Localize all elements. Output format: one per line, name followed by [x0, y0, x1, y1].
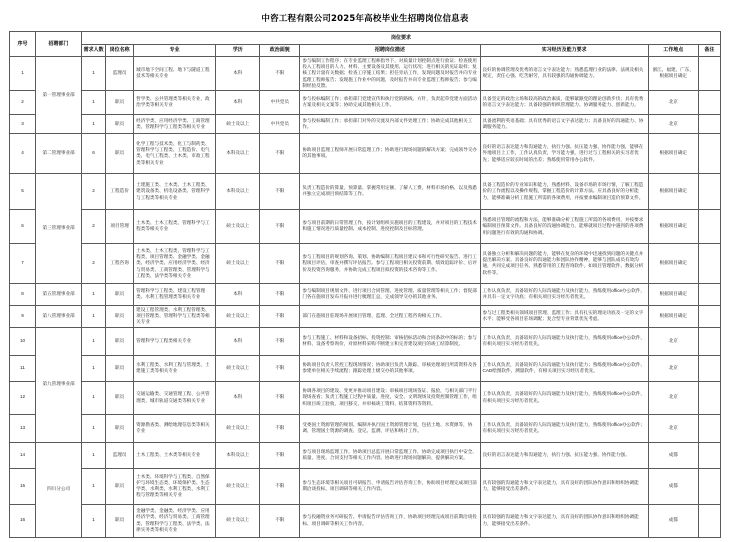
cell-seq: 1	[10, 57, 36, 91]
table-row	[10, 90, 721, 114]
cell-count: 1	[82, 305, 106, 327]
cell-major: 城市地下空间工程、地下与隧道工程技术等相关专业	[134, 57, 216, 91]
cell-requirements: 工作认真负责，具备较好的人际沟通能力及执行能力，熟练使用office办公软件，并具有一定文字功底；有相关项目实习经历者优先。	[480, 283, 648, 305]
cell-location: 北京	[648, 381, 698, 414]
col-header-note: 备注	[698, 45, 720, 57]
cell-note	[698, 243, 720, 283]
cell-location: 北京	[648, 327, 698, 355]
cell-location: 北京	[648, 355, 698, 381]
cell-count: 2	[82, 173, 106, 209]
cell-department: 第八管理事业部	[36, 305, 82, 327]
cell-count: 1	[82, 90, 106, 114]
table-row	[10, 414, 721, 442]
cell-location: 根据项目确定	[648, 305, 698, 327]
col-header-department: 招聘部门	[36, 32, 82, 57]
cell-degree: 硕士及以上	[216, 355, 260, 381]
cell-count: 1	[82, 114, 106, 133]
cell-degree: 硕士及以上	[216, 114, 260, 133]
cell-position: 职员	[106, 381, 134, 414]
cell-location: 北京	[648, 90, 698, 114]
cell-political: 不限	[260, 327, 300, 355]
cell-major: 土木类、土木工程类、管理科学与工程类等相关专业	[134, 209, 216, 243]
cell-seq: 6	[10, 209, 36, 243]
cell-major: 土木类、环境科学与工程类、自然保护与环境生态类、环境保护类、生态学类、水利类、水利工程类、水利工程与管理类等相关专业	[134, 468, 216, 504]
cell-degree: 硕士及以上	[216, 414, 260, 442]
cell-count: 1	[82, 355, 106, 381]
cell-position: 职员	[106, 90, 134, 114]
cell-degree: 硕士及以上	[216, 243, 260, 283]
cell-political: 不限	[260, 209, 300, 243]
col-header-location: 工作地点	[648, 45, 698, 57]
table-body	[10, 57, 721, 538]
cell-description: 负责工程造价的算量、预算量、掌握常用定额、了解人工费、材料市场价格、以及熟悉并独立完成项目预结算等工作。	[300, 173, 480, 209]
table-row	[10, 57, 721, 91]
cell-political: 不限	[260, 504, 300, 537]
cell-seq: 2	[10, 90, 36, 114]
cell-requirements: 具备流利的英语基础；具有优秀的语言文字表达能力；具备良好的沟通能力、协调服务能力。	[480, 114, 648, 133]
cell-position: 职员	[106, 283, 134, 305]
col-header-degree: 学历	[216, 45, 260, 57]
cell-degree: 本科	[216, 57, 260, 91]
cell-requirements: 具备坚定的政治立场和较高的政治素质，能够紧跟党的理论创新步伐；具有优秀的语言文字表达能力；具备较强的组织管理能力、协调服务能力、创新能力。	[480, 90, 648, 114]
cell-count: 1	[82, 504, 106, 537]
cell-description: 参与生态环境等相关项目可研报告、申请报告评估咨询工作，协助项目经理完成项目前期洽谈投标、项目调研等相关工作内容。	[300, 468, 480, 504]
cell-political: 不限	[260, 243, 300, 283]
cell-degree: 硕士及以上	[216, 504, 260, 537]
col-header-count: 需求人数	[82, 45, 106, 57]
cell-position: 职员	[106, 133, 134, 173]
cell-major: 经济学类、应用经济学类、工商管理类、管理科学与工程类等相关专业	[134, 114, 216, 133]
table-row	[10, 468, 721, 504]
cell-count: 1	[82, 468, 106, 504]
table-row	[10, 381, 721, 414]
table-row	[10, 327, 721, 355]
cell-location: 成都	[648, 442, 698, 468]
cell-note	[698, 305, 720, 327]
cell-major: 建设工程管理类、水利工程管理类、项目管理类、管理科学与工程类等相关专业	[134, 305, 216, 327]
cell-seq: 14	[10, 442, 36, 468]
cell-political: 不限	[260, 305, 300, 327]
cell-political: 不限	[260, 381, 300, 414]
cell-degree: 本科及以上	[216, 173, 260, 209]
cell-count: 1	[82, 381, 106, 414]
cell-note	[698, 414, 720, 442]
cell-major: 化学工程与技术类、化工与制药类、管理科学与工程类、工程造价、电气类、电气工程类、土木类、市政工程类等相关专业	[134, 133, 216, 173]
table-row	[10, 133, 721, 173]
cell-department: 第二管理事业部	[36, 133, 82, 173]
cell-location: 根据项目确定	[648, 243, 698, 283]
cell-seq: 4	[10, 133, 36, 173]
cell-political: 不限	[260, 468, 300, 504]
cell-location: 北京	[648, 414, 698, 442]
cell-position: 职员	[106, 114, 134, 133]
cell-requirements: 工作认真负责，具备较好的人际沟通能力及执行能力，熟练使用office办公软件，有相关项目实习经历者优先。	[480, 381, 648, 414]
cell-description: 参与项目现场监理工作，协助项目总监开展日常监理工作，协助完成项目执行中安全、质量、进度、合同支付等相关工作内容，协助进行现场问题解决、提供解决方案。	[300, 442, 480, 468]
cell-position: 监理员	[106, 442, 134, 468]
cell-description: 参与编制项目规划文件、进行项目合同管理、进度管理、质量管理等相关工作；督促部门各在施项目发布月报并进行梳理汇总，完成领导交办的其他业务。	[300, 283, 480, 305]
cell-description: 参与编制工作程序；在专业监理工程师指导下，对质量计划控制点进行验证；检查使用投入工程项目的人力、材料、主要设备及其使用、运行状况；进行相关的见证取样；复核工程计量有关数据；检查工序施工结果；担任旁站工作，发现问题及时报告并向专业监理工程师报告；发现施工作业中的问题，及时报告并向专业监理工程师报告；参与编制经验反馈。	[300, 57, 480, 91]
cell-political: 中共党员	[260, 90, 300, 114]
cell-seq: 16	[10, 504, 36, 537]
cell-description: 参与投标编制工作；承担部门党建宣传和执行党的路线、方针，负责起草党建方面活动方案及相关文案等；协助完成其他相关工作。	[300, 90, 480, 114]
cell-note	[698, 442, 720, 468]
cell-note	[698, 114, 720, 133]
cell-location: 北京	[648, 114, 698, 133]
cell-major: 资源勘查类、测绘地理信息类等相关专业	[134, 414, 216, 442]
cell-seq: 15	[10, 468, 36, 504]
cell-position: 职员	[106, 355, 134, 381]
recruitment-table	[9, 31, 721, 538]
cell-location: 成都	[648, 468, 698, 504]
col-header-position: 岗位名称	[106, 45, 134, 57]
cell-political: 不限	[260, 283, 300, 305]
cell-description: 协调各项目的建设、变更并推动项目建设；审核项目现场签证、报验，与相关部门平行现场查看；负责工程施工过程中质量、进度、安全、文明现场及投资控制管理工作，组织项目竣工验收、项目移交、并审核竣工资料、结算资料等资料。	[300, 381, 480, 414]
cell-position: 工程咨询	[106, 243, 134, 283]
cell-seq: 5	[10, 173, 36, 209]
cell-major: 交通运输类、交通管理工程、公共管理类、城市轨道交通类等相关专业	[134, 381, 216, 414]
cell-note	[698, 283, 720, 305]
col-header-seq: 序号	[10, 32, 36, 57]
cell-note	[698, 504, 720, 537]
col-header-description: 招聘岗位描述	[300, 45, 480, 57]
cell-major: 土建施工类、土木类、土木工程类、建筑设备类、机电设备类、管理科学与工程类等相关专业	[134, 173, 216, 209]
cell-degree: 本科	[216, 90, 260, 114]
cell-requirements: 参与过工程类相关领域项目管理、监理工作；具有扎实的理论功底及一定的文字水平；能够受各项目驻场调配；复合型专业背景优先考虑。	[480, 305, 648, 327]
cell-description: 参与项目前期的日常管理工作，按计划组织实施项目的工程建设，并对项目的工程技术和施工情况进行质量控制、成本控制、进度控制及目标管理。	[300, 209, 480, 243]
cell-position: 职员	[106, 414, 134, 442]
col-header-political: 政治面貌	[260, 45, 300, 57]
table-row	[10, 209, 721, 243]
cell-department: 第三管理事业部	[36, 173, 82, 283]
cell-major: 管理科学与工程类相关专业	[134, 327, 216, 355]
table-row	[10, 283, 721, 305]
col-header-major: 专业	[134, 45, 216, 57]
cell-count: 1	[82, 327, 106, 355]
cell-count: 2	[82, 243, 106, 283]
col-header-requirements: 实习经历及能力要求	[480, 45, 648, 57]
cell-degree: 硕士及以上	[216, 209, 260, 243]
cell-description: 受委国土资源管理的规划、编制并执行国土资源管理计划，包括土地、水资源等，协调、管理国土资源的调查、登记、监测、评估和统计工作。	[300, 414, 480, 442]
cell-major: 管理科学与工程类、建设工程管理类、水利工程管理类等相关专业	[134, 283, 216, 305]
cell-position: 职员	[106, 327, 134, 355]
cell-department: 四川分公司	[36, 442, 82, 537]
cell-description: 协助项目监理工程师开展日常监理工作；协助进行现场问题的解决方案；完成领导交办的其他事项。	[300, 133, 480, 173]
cell-requirements: 工作认真负责，具备较好的人际沟通能力及执行能力；熟练使用office办公软件、CAD绘图软件、测量软件，有相关项目实习经历者优先。	[480, 355, 648, 381]
cell-seq: 7	[10, 243, 36, 283]
cell-position: 监理员	[106, 57, 134, 91]
cell-degree: 本科	[216, 283, 260, 305]
cell-requirements: 工作认真负责，具备较好的人际沟通能力及执行能力，熟练使用office办公软件，有相关项目实习经历者优先。	[480, 327, 648, 355]
cell-degree: 本科	[216, 381, 260, 414]
cell-location: 浙江、福建、广东，根据项目确定	[648, 57, 698, 91]
cell-count: 2	[82, 209, 106, 243]
page-title: 中咨工程有限公司2025年高校毕业生招聘岗位信息表	[261, 14, 469, 24]
cell-requirements: 具备工程造价的专业知识和能力，熟悉材料、设备市场的市场行情，了解工程造价的工作流程以及操作规程，掌握工程造价的计算方法。应具备良好的分析能力，能够准确分析工程施工所需的各项费用，并按要求编制项目造价预算文件。	[480, 173, 648, 209]
cell-position: 项目管理	[106, 209, 134, 243]
cell-location: 根据项目确定	[648, 173, 698, 209]
cell-location: 根据项目确定	[648, 133, 698, 173]
cell-seq: 12	[10, 381, 36, 414]
cell-political: 不限	[260, 57, 300, 91]
cell-note	[698, 355, 720, 381]
cell-political: 不限	[260, 442, 300, 468]
cell-description: 协助项目负责人管控工程现场情况；协助项目负责人跟踪、审核处理项目所需资料及各参建单位相关手续流程；跟踪处理上级交办的其他事项。	[300, 355, 480, 381]
cell-location: 成都	[648, 504, 698, 537]
cell-note	[698, 209, 720, 243]
cell-requirements: 良好的语言表达能力和沟通能力，执行力强、抗压能力强、协作能力强。	[480, 442, 648, 468]
cell-requirements: 具备独立分析和解决问题的能力，能够在复杂的环境中迅速找到问题的关键点并提出解决方案。具备良好的沟通能力和团队协作精神，能够与团队成员有效沟通，共同完成项目任务。熟悉常用的工程咨询软件，如项目管理软件、数据分析软件等。	[480, 243, 648, 283]
cell-note	[698, 90, 720, 114]
table-row	[10, 442, 721, 468]
cell-description: 参与工程施工、材料和设备招标、投资控制；审核招标活动和合同条款中的标的；参与材料、设备考察询价，对原材料采购不断建立和完善建设项目的竣工结算制度。	[300, 327, 480, 355]
table-row	[10, 305, 721, 327]
cell-major: 哲学类、公共管理类等相关专业，政治学类等相关专业	[134, 90, 216, 114]
cell-note	[698, 57, 720, 91]
cell-major: 水利工程类、水利工程与管理类、土建施工类等相关专业	[134, 355, 216, 381]
cell-description: 部门在施项目驻现场开展项目管理、监理、全过程工程咨询相关工作。	[300, 305, 480, 327]
cell-requirements: 熟悉项目管理的流程和方法，能够准确分析工程施工所需的各项费用，并按要求编制项目预算文件。具备良好的沟通协调能力，能够就项目过程中遇到的各项费用问题进行有效的沟通和协调。	[480, 209, 648, 243]
cell-count: 1	[82, 442, 106, 468]
cell-note	[698, 327, 720, 355]
cell-department: 第一管理事业部	[36, 57, 82, 134]
table-row	[10, 355, 721, 381]
cell-political: 不限	[260, 414, 300, 442]
cell-degree: 本科及以上	[216, 442, 260, 468]
cell-degree: 本科	[216, 327, 260, 355]
cell-note	[698, 468, 720, 504]
cell-note	[698, 133, 720, 173]
cell-political: 不限	[260, 355, 300, 381]
cell-description: 参与投标编制工作；承担部门对外的交流及内部文件处理工作；协助完成其他相关工作。	[300, 114, 480, 133]
cell-position: 职员	[106, 305, 134, 327]
cell-political: 不限	[260, 173, 300, 209]
cell-department: 第五管理事业部	[36, 283, 82, 305]
cell-requirements: 工作认真负责，具备较好的人际沟通能力及执行能力，熟练使用office办公软件；有相关项目实习经历者优先。	[480, 414, 648, 442]
cell-position: 工程造价	[106, 173, 134, 209]
cell-degree: 本科及以上	[216, 133, 260, 173]
cell-description: 参与投融资业务可研报告、申请报告评估咨询工作，协助项目经理完成项目前期洽谈投标、项目调研等相关工作内容。	[300, 504, 480, 537]
cell-seq: 8	[10, 283, 36, 305]
cell-requirements: 具有较强的沟通能力和文字表达能力，具有良好的团队协作意识和组织协调能力，能够接受出差条件。	[480, 468, 648, 504]
cell-count: 6	[82, 133, 106, 173]
cell-degree: 硕士及以上	[216, 468, 260, 504]
cell-position: 职员	[106, 504, 134, 537]
cell-location: 根据项目确定	[648, 209, 698, 243]
cell-major: 金融学类、金融类、经济学类、应用经济学类、经济与贸易类、工商管理类、管理科学与工程类、法学类、法律实务类等相关专业	[134, 504, 216, 537]
cell-seq: 9	[10, 305, 36, 327]
cell-seq: 10	[10, 327, 36, 355]
cell-seq: 13	[10, 414, 36, 442]
cell-count: 1	[82, 414, 106, 442]
table-header	[10, 32, 721, 57]
cell-major: 土木类、土木工程类、管理科学与工程类、项目管理类、金融学类、金融类、经济学类、应用经济学类、经济与贸易类、工商管理类、管理科学与工程类、法学类等相关专业	[134, 243, 216, 283]
cell-location: 根据项目确定	[648, 283, 698, 305]
cell-count: 1	[82, 283, 106, 305]
cell-requirements: 良好的协调管理及优秀的语言文字表达能力；熟悉监理行业的法律、法规及相关规定，责任心强、吃苦耐劳，具有较强的沟通协调能力。	[480, 57, 648, 91]
cell-seq: 11	[10, 355, 36, 381]
cell-degree: 硕士及以上	[216, 305, 260, 327]
cell-political: 不限	[260, 133, 300, 173]
cell-seq: 3	[10, 114, 36, 133]
cell-major: 土木工程类、土木类等相关专业	[134, 442, 216, 468]
cell-count: 1	[82, 57, 106, 91]
cell-note	[698, 381, 720, 414]
cell-requirements: 具有较强的沟通能力和文字表达能力，具有良好的团队协作意识和组织协调能力，能够接受出差条件。	[480, 504, 648, 537]
table-row	[10, 173, 721, 209]
cell-requirements: 良好的语言表达能力和沟通能力，执行力强、抗压能力强、协作能力强，能够在外地项目上工作，工作认真负责，学习能力强，进行过与工程相关的实习者优先；能够适应较长时间的出差；熟练使用常用办公软件。	[480, 133, 648, 173]
cell-department: 第九管理事业部	[36, 327, 82, 442]
table-row	[10, 243, 721, 283]
table-row	[10, 504, 721, 537]
col-header-group: 岗位要求	[82, 32, 721, 45]
cell-position: 职员	[106, 468, 134, 504]
cell-description: 参与工程项目的规划咨询、策划、协助编制工程项目建议书和可行性研究报告、进行工程项目评估，审查并撰写评估报告。参与工程项目相关投资前期、绩效追踪评价、后评价及投资咨询服务，并协助完成工程项目拟投资的技术咨询等工作。	[300, 243, 480, 283]
cell-note	[698, 173, 720, 209]
table-row	[10, 114, 721, 133]
cell-political: 中共党员	[260, 114, 300, 133]
